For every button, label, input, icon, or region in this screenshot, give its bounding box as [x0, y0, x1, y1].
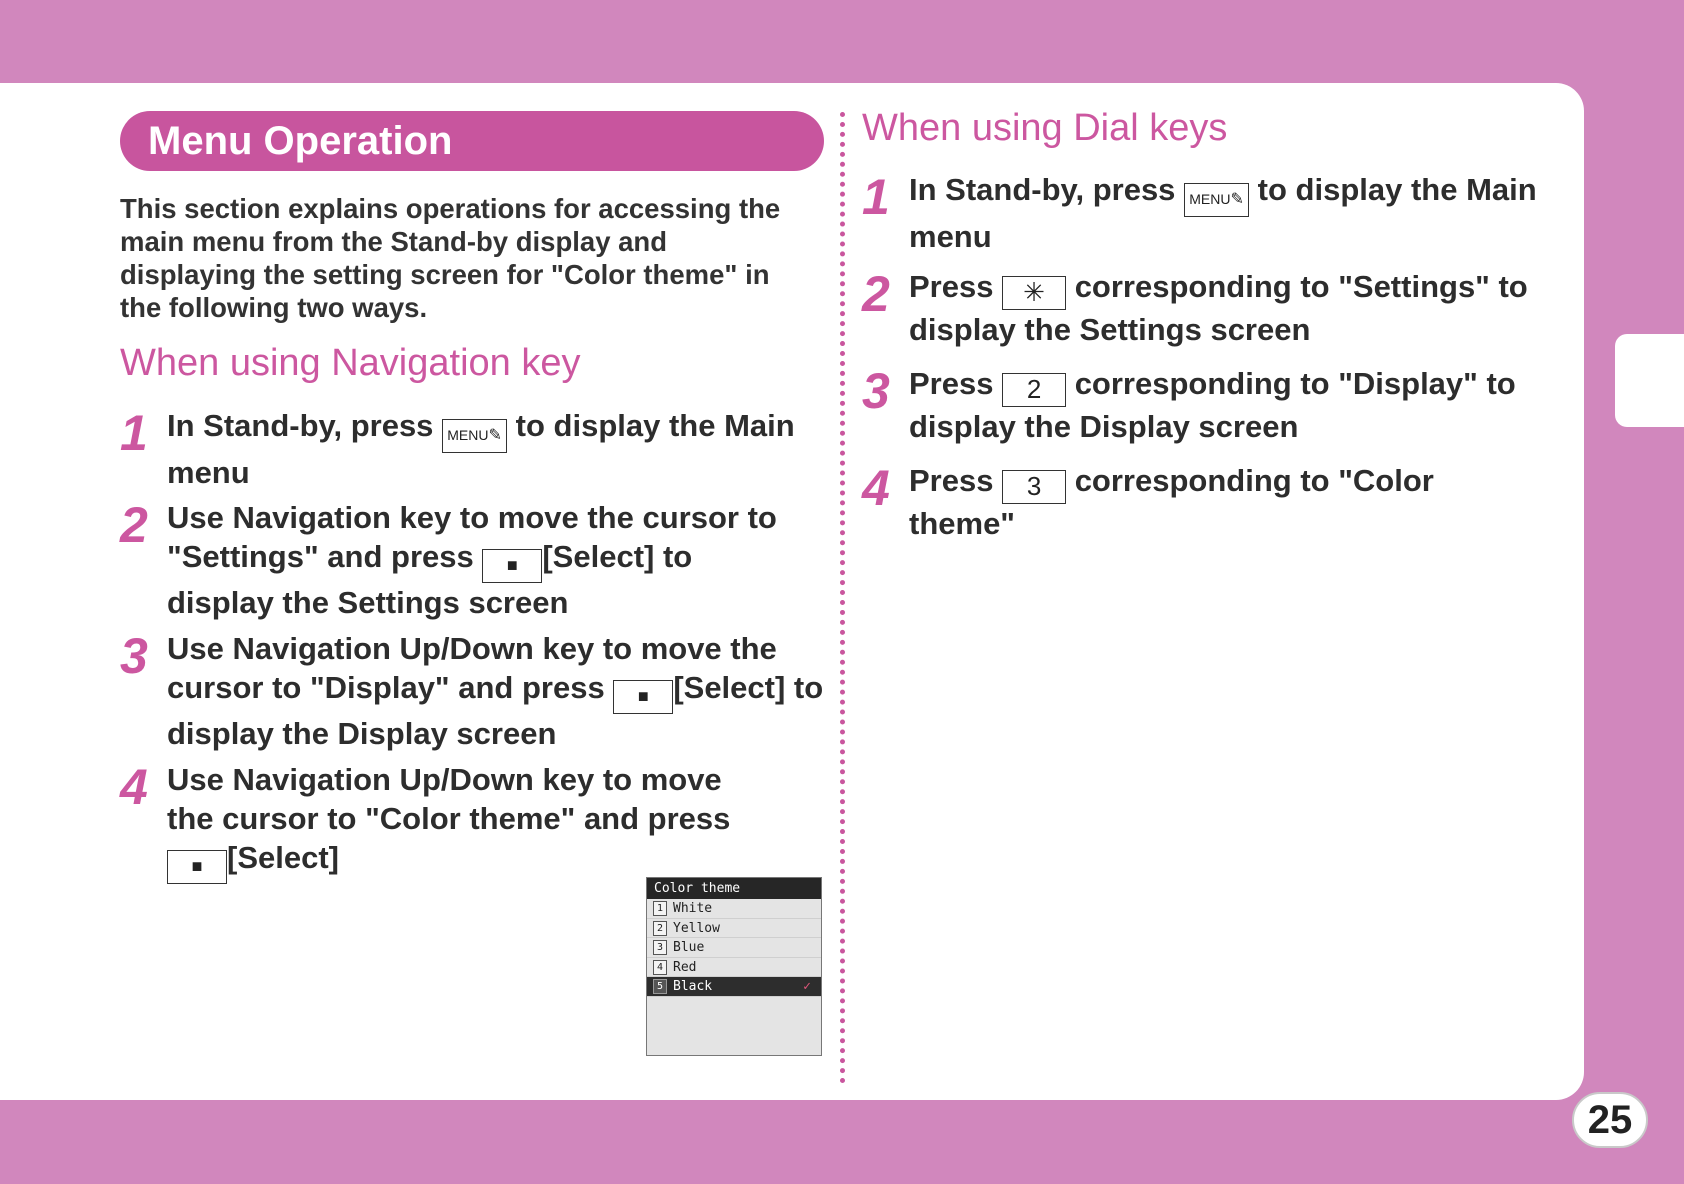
- step-text-post: corresponding to "Settings" to display the Settings screen: [909, 269, 1528, 347]
- step-number: 4: [862, 460, 890, 516]
- step-text-pre: Press: [909, 366, 1003, 401]
- select-key-icon: ■: [482, 549, 542, 583]
- menu-key-icon: MENU✎: [1184, 183, 1249, 217]
- step-text-pre: Use Navigation key to move the cursor to "Settings" and press: [167, 500, 777, 574]
- step-text-pre: Press: [909, 269, 1003, 304]
- select-key-icon: ■: [167, 850, 227, 884]
- step-number: 3: [862, 363, 890, 419]
- list-item: 1 White: [647, 899, 821, 919]
- step-number: 2: [120, 497, 148, 553]
- step-text-pre: In Stand-by, press: [167, 408, 443, 443]
- list-item-selected: 5 Black ✓: [647, 977, 821, 997]
- screen-title: Color theme: [647, 878, 821, 899]
- step-text-post: corresponding to "Color theme": [909, 463, 1434, 541]
- step-text-post: to display the Main menu: [167, 408, 795, 490]
- column-divider: [840, 112, 845, 1084]
- dial-key-2-icon: 2: [1002, 373, 1066, 407]
- checkmark-icon: ✓: [803, 979, 811, 995]
- step-number: 4: [120, 759, 148, 815]
- step-text-pre: Use Navigation Up/Down key to move the cursor to "Color theme" and press: [167, 762, 731, 836]
- step-text-pre: Press: [909, 463, 1003, 498]
- list-item: 2 Yellow: [647, 919, 821, 939]
- section-banner: [120, 111, 824, 171]
- page-number: 25: [1572, 1092, 1648, 1148]
- intro-paragraph: This section explains operations for accessing the main menu from the Stand-by display and displaying the setting screen for "Color theme" in the following two ways.: [120, 193, 781, 323]
- list-item: 4 Red: [647, 958, 821, 978]
- select-key-icon: ■: [613, 680, 673, 714]
- color-theme-screen: [646, 877, 822, 1056]
- step-number: 3: [120, 628, 148, 684]
- step-text-pre: In Stand-by, press: [909, 172, 1185, 207]
- step-number: 1: [120, 405, 148, 461]
- step-number: 1: [862, 169, 890, 225]
- dial-heading: When using Dial keys: [862, 107, 1228, 149]
- menu-key-icon: MENU✎: [442, 419, 507, 453]
- navigation-heading: When using Navigation key: [120, 342, 581, 384]
- list-item: 3 Blue: [647, 938, 821, 958]
- step-text-post: corresponding to "Display" to display the Display screen: [909, 366, 1516, 444]
- dial-key-3-icon: 3: [1002, 470, 1066, 504]
- side-tab: [1615, 334, 1684, 427]
- step-text-post: [Select]: [227, 840, 339, 875]
- step-text-post: [Select] to display the Settings screen: [167, 539, 693, 620]
- step-number: 2: [862, 266, 890, 322]
- asterisk-key-icon: ✳: [1002, 276, 1066, 310]
- step-text-pre: Use Navigation Up/Down key to move the cursor to "Display" and press: [167, 631, 777, 705]
- section-title: Menu Operation: [148, 119, 453, 163]
- step-text-post: to display the Main menu: [909, 172, 1537, 254]
- step-text-post: [Select] to display the Display screen: [167, 670, 824, 751]
